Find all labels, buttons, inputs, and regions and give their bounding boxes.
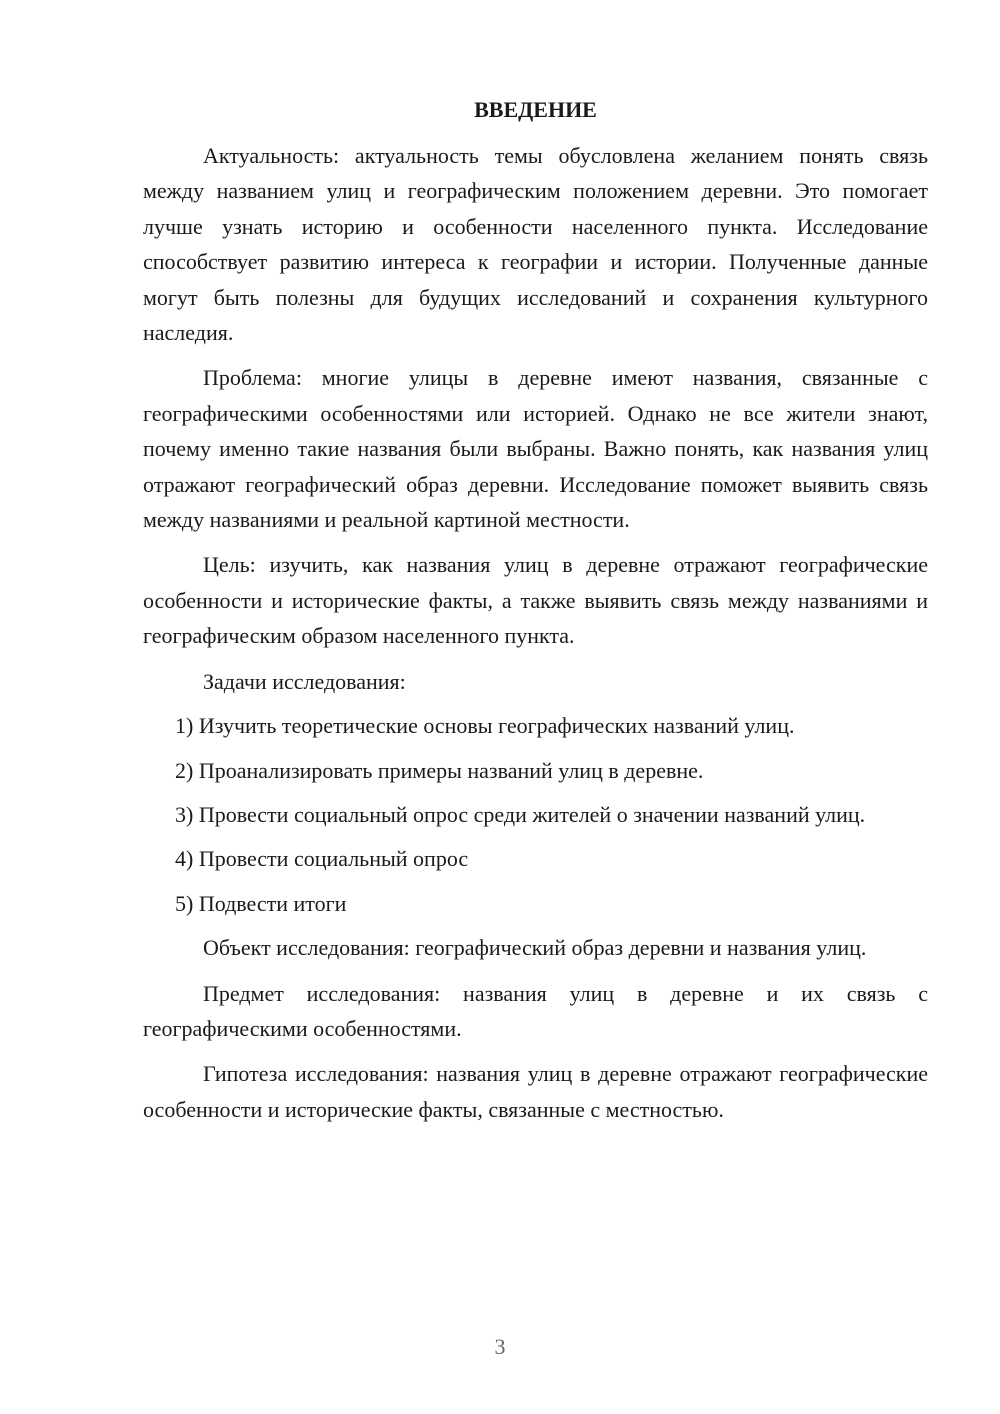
- object-paragraph: Объект исследования: географический образ деревни и названия улиц.: [203, 935, 867, 961]
- subject-paragraph: Предмет исследования: названия улиц в деревне и их связь с географическими особенностями.: [143, 980, 928, 1041]
- task-item: 4) Провести социальный опрос: [175, 846, 469, 872]
- task-item: 1) Изучить теоретические основы географических названий улиц.: [175, 713, 795, 739]
- hypothesis-paragraph: Гипотеза исследования: названия улиц в деревне отражают географические особенности и исторические факты, связанные с местностью.: [143, 1061, 928, 1122]
- section-title: ВВЕДЕНИЕ: [474, 97, 597, 122]
- goal-paragraph: Цель: изучить, как названия улиц в деревне отражают географические особенности и исторические факты, а также выявить связь между названиями и географическим образом населенного пункта.: [143, 552, 928, 649]
- task-item: 3) Провести социальный опрос среди жителей о значении названий улиц.: [175, 801, 866, 827]
- page-number: 3: [494, 1334, 506, 1359]
- task-item: 2) Проанализировать примеры названий улиц в деревне.: [175, 757, 704, 783]
- tasks-heading: Задачи исследования:: [203, 668, 406, 694]
- problem-paragraph: Проблема: многие улицы в деревне имеют названия, связанные с географическими особенностями или историей. Однако не все жители знают, почему именно такие названия были выбраны. Важно понять, как названия улиц отражают географический образ деревни. Исследование поможет выявить связь между названиями и реальной картиной местности.: [143, 365, 928, 533]
- task-item: 5) Подвести итоги: [175, 890, 347, 916]
- relevance-paragraph: Актуальность: актуальность темы обусловлена желанием понять связь между названием улиц и географическим положением деревни. Это помогает лучше узнать историю и особенности населенного пункта. Исследование способствует развитию интереса к географии и истории. Полученные данные могут быть полезны для будущих исследований и сохранения культурного наследия.: [143, 143, 928, 346]
- document-page: [143, 96, 928, 1137]
